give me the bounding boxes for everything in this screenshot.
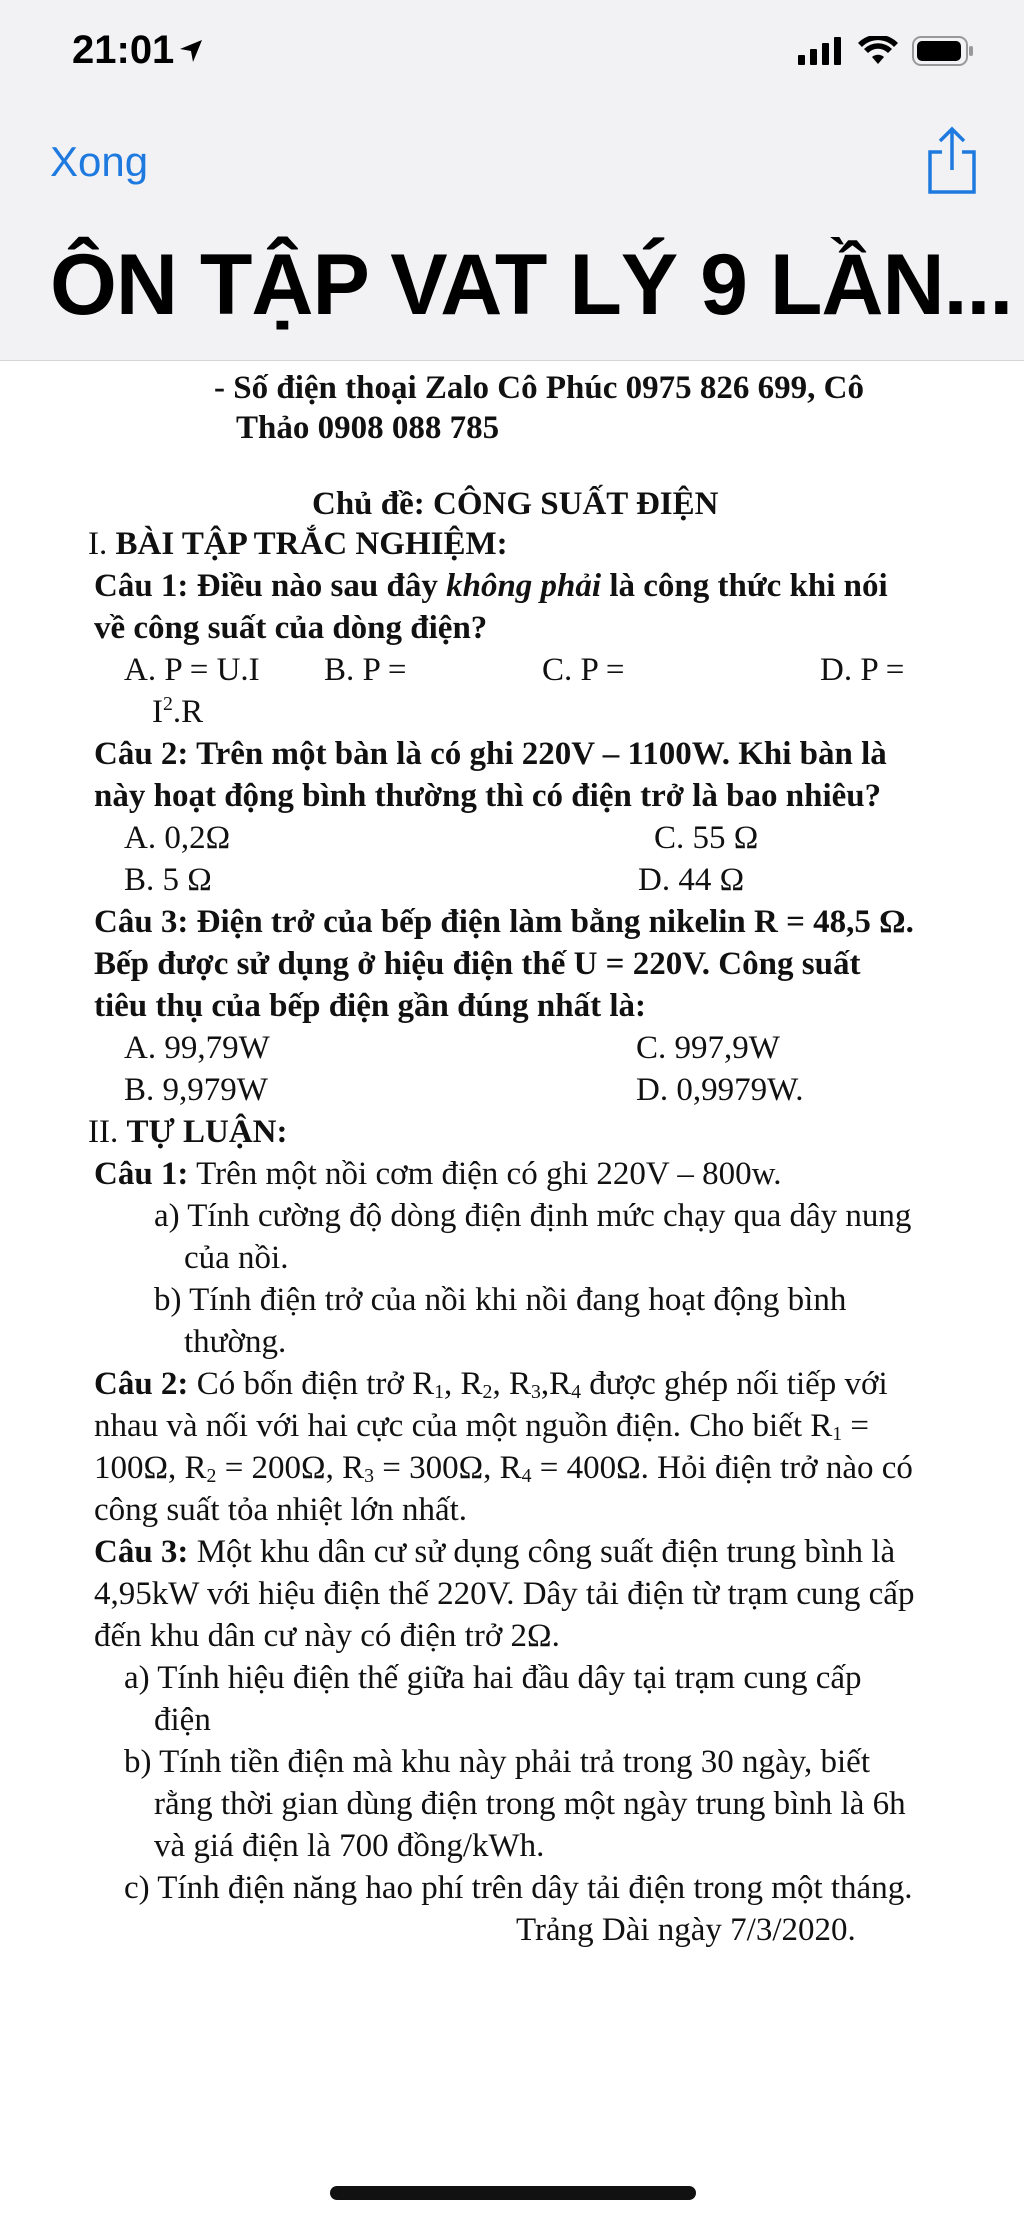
answer-option: C. P = — [542, 652, 625, 688]
exercise-subpart: b) Tính tiền điện mà khu này phải trả trong 30 ngày, biết — [124, 1744, 870, 1780]
answer-option: A. P = U.I — [124, 652, 260, 688]
document-title: ÔN TẬP VAT LÝ 9 LẦN... — [50, 237, 1013, 333]
exercise-line: đến khu dân cư này có điện trở 2Ω. — [94, 1618, 560, 1654]
subscript: 3 — [364, 1465, 374, 1487]
exercise-line: công suất tỏa nhiệt lớn nhất. — [94, 1492, 468, 1528]
section-title: TỰ LUẬN: — [126, 1114, 288, 1150]
section-number: II. — [88, 1114, 119, 1150]
contact-line: - Số điện thoại Zalo Cô Phúc 0975 826 699, Cô — [214, 370, 864, 406]
exercise-line — [94, 1154, 782, 1196]
formula-tail: .R — [172, 694, 204, 730]
exercise-subpart: và giá điện là 700 đồng/kWh. — [154, 1828, 545, 1864]
subscript: 4 — [571, 1381, 581, 1403]
section-title: BÀI TẬP TRẮC NGHIỆM: — [115, 526, 508, 562]
section-heading — [88, 1112, 288, 1154]
battery-icon — [912, 36, 974, 66]
exercise-subpart: của nồi. — [184, 1240, 289, 1276]
exercise-line: 4,95kW với hiệu điện thế 220V. Dây tải điện từ trạm cung cấp — [94, 1576, 915, 1612]
exercise-text: 100Ω, R — [94, 1450, 207, 1486]
location-arrow-icon — [178, 38, 204, 64]
exercise-text: được ghép nối tiếp với — [581, 1366, 888, 1402]
contact-line: Thảo 0908 088 785 — [236, 410, 500, 446]
question-line: về công suất của dòng điện? — [94, 610, 488, 646]
answer-option: B. 9,979W — [124, 1072, 268, 1108]
exercise-subpart: rằng thời gian dùng điện trong một ngày trung bình là 6h — [154, 1786, 906, 1822]
answer-option: C. 997,9W — [636, 1030, 780, 1066]
exercise-subpart: c) Tính điện năng hao phí trên dây tải điện trong một tháng. — [124, 1870, 913, 1906]
exercise-subpart: điện — [154, 1702, 211, 1738]
question-label: Câu 1: — [94, 568, 189, 604]
answer-option: B. 5 Ω — [124, 862, 212, 898]
question-line — [94, 566, 888, 608]
question-line: Câu 3: Điện trở của bếp điện làm bằng nikelin R = 48,5 Ω. — [94, 904, 914, 940]
wifi-icon — [858, 36, 898, 66]
exercise-line — [94, 1406, 869, 1448]
topic-heading: Chủ đề: CÔNG SUẤT ĐIỆN — [312, 486, 719, 522]
exercise-text: Một khu dân cư sử dụng công suất điện trung bình là — [188, 1534, 896, 1570]
done-button[interactable]: Xong — [50, 138, 149, 185]
exercise-text: = 400Ω. Hỏi điện trở nào có — [531, 1450, 913, 1486]
subscript: 3 — [530, 1381, 541, 1403]
answer-option: A. 0,2Ω — [124, 820, 231, 856]
question-line: này hoạt động bình thường thì có điện trở là bao nhiêu? — [94, 778, 882, 814]
home-indicator[interactable] — [330, 2186, 696, 2200]
exercise-text: = 200Ω, R — [216, 1450, 365, 1486]
exercise-subpart: a) Tính hiệu điện thế giữa hai đầu dây tại trạm cung cấp — [124, 1660, 862, 1696]
section-heading — [88, 524, 508, 566]
exercise-text: , R — [444, 1366, 483, 1402]
question-emphasis: không phải — [446, 568, 602, 604]
signature-line: Trảng Dài ngày 7/3/2020. — [516, 1912, 856, 1948]
formula-base: I — [152, 694, 163, 730]
answer-option: C. 55 Ω — [654, 820, 759, 856]
question-line: Bếp được sử dụng ở hiệu điện thế U = 220V. Công suất — [94, 946, 861, 982]
subscript: 4 — [521, 1465, 532, 1487]
subscript: 2 — [206, 1465, 217, 1487]
answer-option: B. P = — [324, 652, 407, 688]
exercise-subpart: b) Tính điện trở của nồi khi nồi đang hoạt động bình — [154, 1282, 847, 1318]
exercise-line — [94, 1364, 888, 1406]
exercise-label: Câu 1: — [94, 1156, 189, 1192]
navigation-header — [0, 0, 1024, 361]
share-icon[interactable] — [926, 126, 978, 196]
exercise-text: ,R — [540, 1366, 572, 1402]
status-indicators — [798, 36, 974, 66]
exercise-label: Câu 3: — [94, 1534, 189, 1570]
subscript: 1 — [832, 1423, 843, 1445]
question-text: là công thức khi nói — [601, 568, 888, 604]
answer-option: D. P = — [820, 652, 905, 688]
question-line: tiêu thụ của bếp điện gần đúng nhất là: — [94, 988, 646, 1024]
answer-option-continuation — [152, 692, 203, 734]
answer-option: D. 0,9979W. — [636, 1072, 804, 1108]
subscript: 1 — [434, 1381, 445, 1403]
exercise-text: = 300Ω, R — [373, 1450, 522, 1486]
exercise-label: Câu 2: — [94, 1366, 189, 1402]
exercise-subpart: a) Tính cường độ dòng điện định mức chạy qua dây nung — [154, 1198, 912, 1234]
exercise-text: Có bốn điện trở R — [188, 1366, 435, 1402]
question-text: Điều nào sau đây — [188, 568, 447, 604]
question-line: Câu 2: Trên một bàn là có ghi 220V – 1100W. Khi bàn là — [94, 736, 887, 772]
exercise-text: = — [842, 1408, 870, 1444]
answer-option: A. 99,79W — [124, 1030, 270, 1066]
status-time: 21:01 — [72, 28, 175, 72]
exercise-text: Trên một nồi cơm điện có ghi 220V – 800w. — [188, 1156, 782, 1192]
exercise-text: nhau và nối với hai cực của một nguồn điện. Cho biết R — [94, 1408, 833, 1444]
section-number: I. — [88, 526, 108, 562]
formula-superscript: 2 — [163, 693, 173, 715]
cellular-signal-icon — [798, 37, 844, 65]
answer-option: D. 44 Ω — [638, 862, 745, 898]
exercise-line — [94, 1532, 895, 1574]
exercise-line — [94, 1448, 913, 1490]
subscript: 2 — [482, 1381, 493, 1403]
exercise-text: , R — [492, 1366, 531, 1402]
exercise-subpart: thường. — [184, 1324, 287, 1360]
